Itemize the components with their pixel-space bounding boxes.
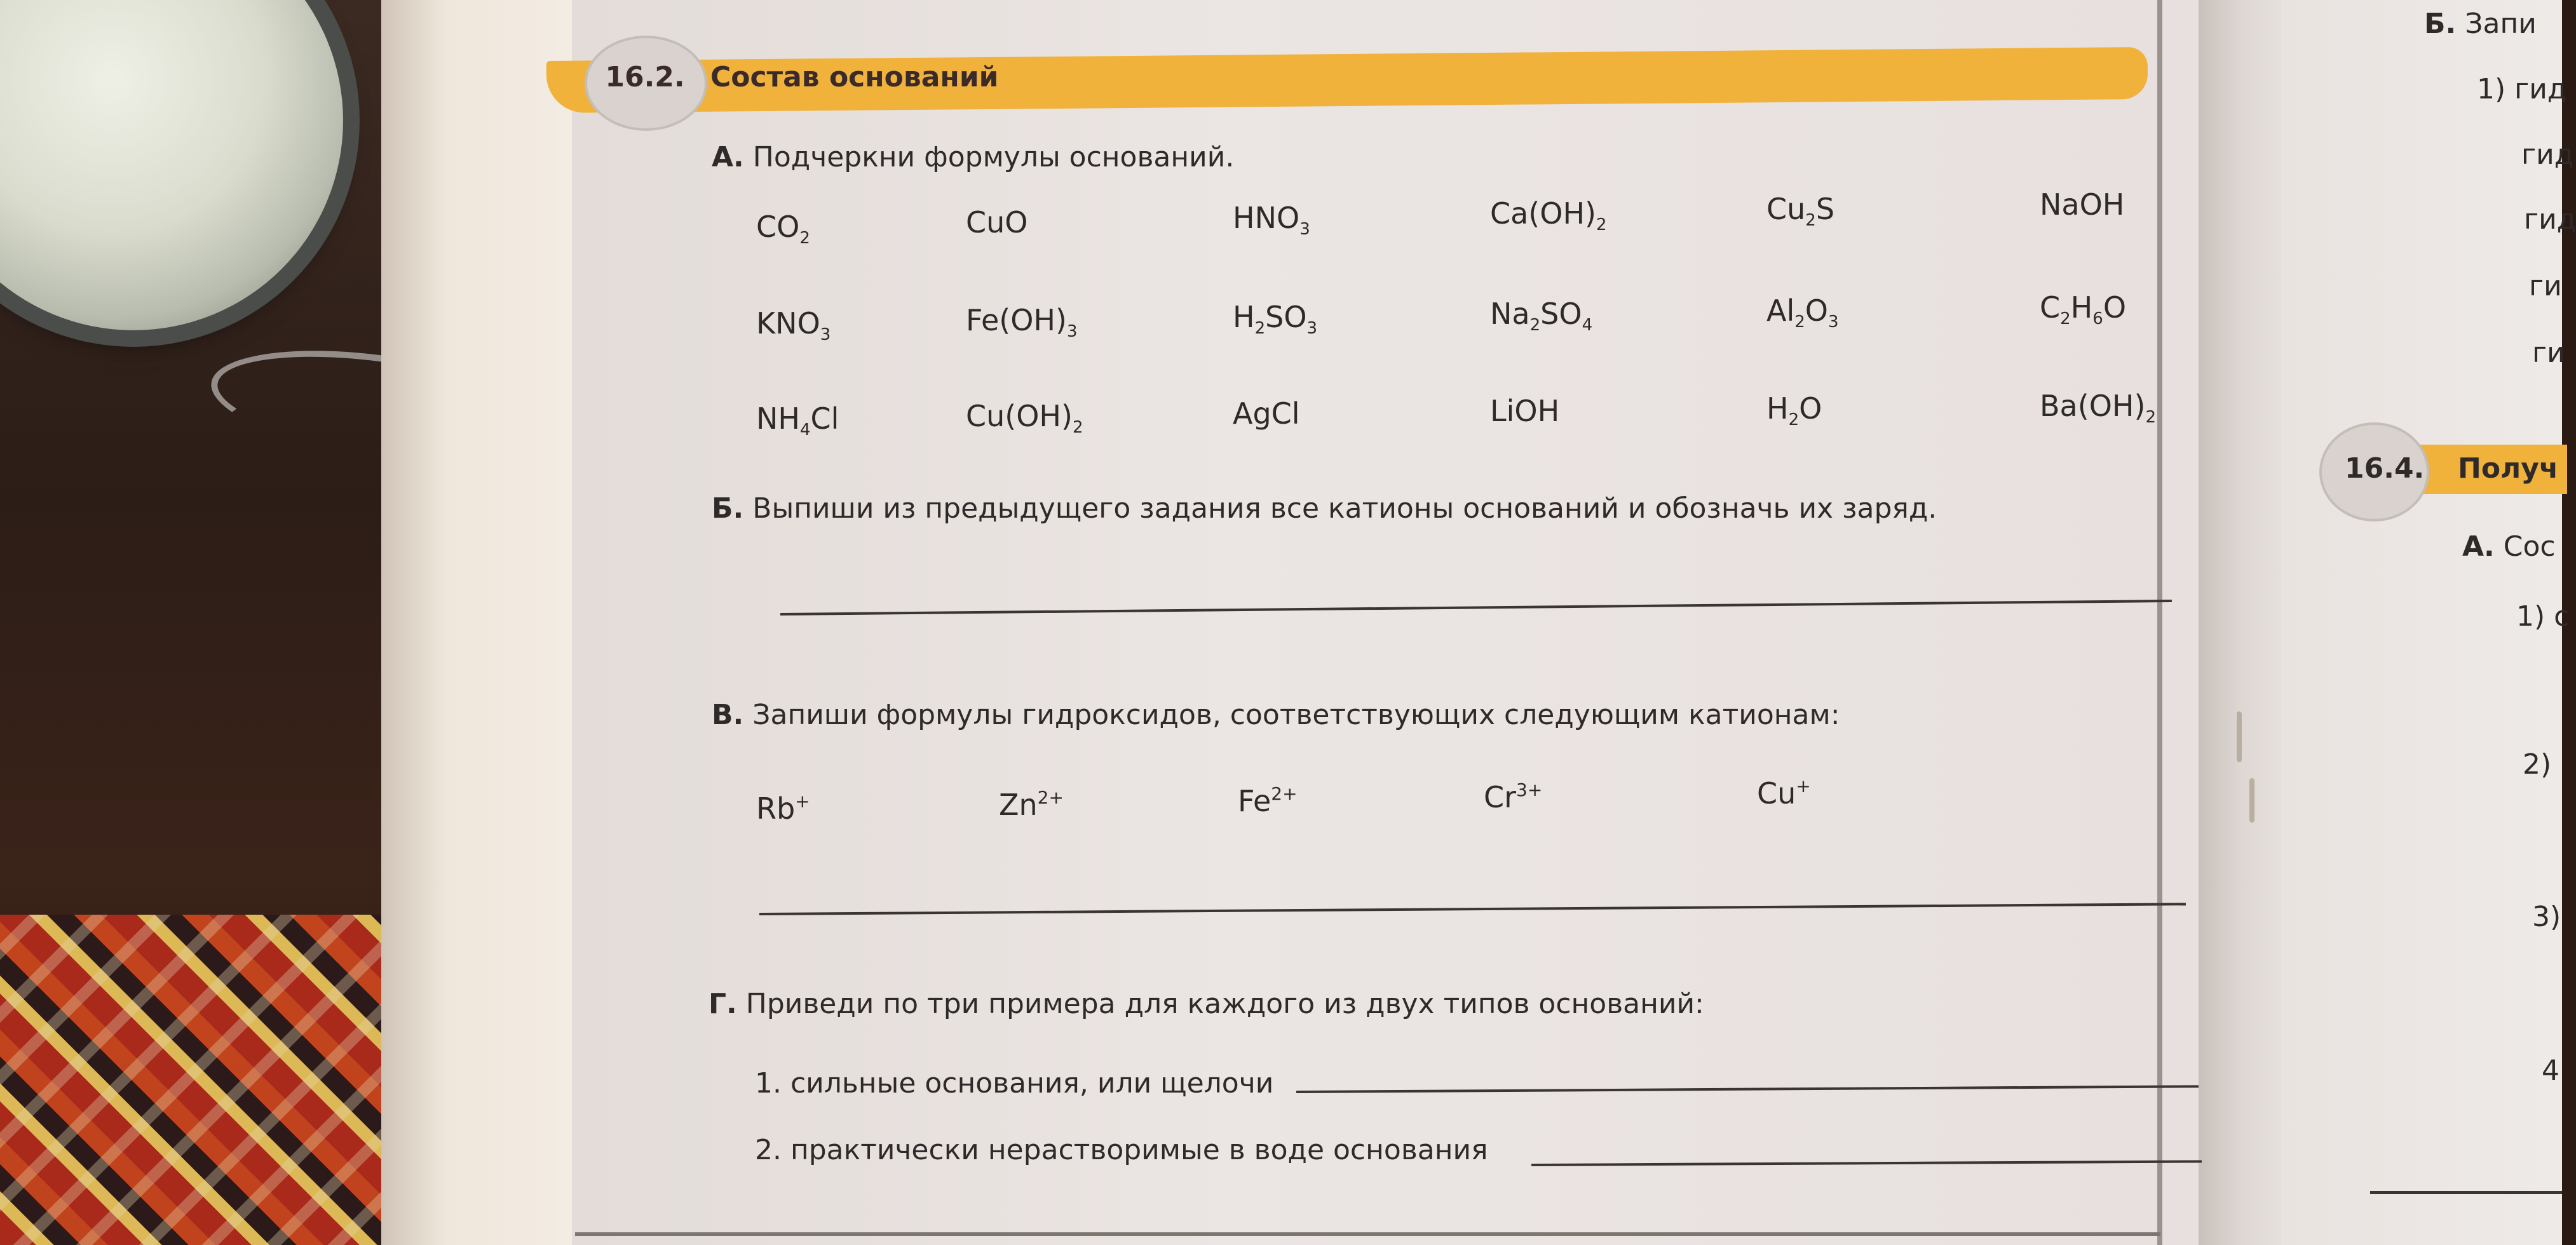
- cation-item: [1484, 779, 1542, 814]
- formula-item[interactable]: $H_2O$: [1766, 391, 1822, 429]
- cation-item: [1238, 783, 1298, 818]
- formula-item[interactable]: $Ca(OH)_2$: [1490, 196, 1607, 234]
- cation-charge: 2+: [1037, 787, 1064, 808]
- cation-symbol: Cr: [1484, 780, 1517, 814]
- task-g-item-2: 2. практически нерастворимые в воде основания: [755, 1134, 1488, 1166]
- task-v-text: Запиши формулы гидроксидов, соответствующих следующим катионам:: [752, 699, 1840, 731]
- facing-line-1: 1) гид: [2477, 73, 2567, 105]
- formula-item[interactable]: AgCl: [1233, 396, 1300, 431]
- formula-item[interactable]: $C_2H_6O$: [2040, 290, 2127, 328]
- task-a-label: А.: [712, 141, 744, 173]
- book-page-edge: [381, 0, 597, 1245]
- facing-item-3: 3): [2532, 901, 2561, 933]
- task-g-label: Г.: [708, 988, 737, 1020]
- facing-task-b-label: Б.: [2424, 8, 2457, 40]
- formula-item[interactable]: $H_2SO_3$: [1233, 300, 1318, 338]
- section-number: 16.2.: [605, 61, 685, 93]
- formula-item[interactable]: $NH_4Cl$: [756, 401, 839, 440]
- facing-task-a-text: Сос: [2503, 530, 2556, 563]
- facing-item-1: 1) с: [2516, 600, 2570, 633]
- formula-item[interactable]: $Al_2O_3$: [1766, 293, 1839, 332]
- facing-line-5: ги: [2532, 337, 2565, 369]
- formula-item[interactable]: NaOH: [2040, 187, 2125, 222]
- page-border: [2157, 0, 2162, 1245]
- formula-item[interactable]: $CO_2$: [756, 210, 810, 248]
- cation-charge: +: [795, 791, 810, 812]
- cation-item: [756, 791, 810, 826]
- task-v-instruction: [712, 699, 1840, 731]
- facing-line-2: гид: [2521, 138, 2574, 171]
- page-bottom-rule: [575, 1232, 2160, 1236]
- facing-line-4: ги: [2529, 270, 2562, 302]
- cation-item: [1757, 776, 1811, 811]
- cation-symbol: Fe: [1238, 784, 1271, 818]
- task-v-label: В.: [712, 699, 744, 731]
- facing-line-3: гид: [2524, 203, 2576, 236]
- formula-item[interactable]: CuO: [966, 205, 1028, 239]
- formula-item[interactable]: $Na_2SO_4$: [1490, 297, 1593, 335]
- task-g-text: Приведи по три примера для каждого из двух типов оснований:: [745, 988, 1704, 1020]
- formula-item[interactable]: $KNO_3$: [756, 306, 831, 344]
- facing-page-bottom-rule: [2370, 1191, 2562, 1194]
- staple: [2237, 711, 2242, 762]
- staple: [2249, 778, 2254, 823]
- facing-task-a: [2462, 530, 2556, 563]
- formula-item[interactable]: $Ba(OH)_2$: [2040, 389, 2156, 427]
- formula-item[interactable]: LiOH: [1490, 394, 1560, 428]
- task-b-text: Выпиши из предыдущего задания все катионы оснований и обозначь их заряд.: [752, 492, 1937, 525]
- facing-task-b: [2424, 8, 2537, 40]
- facing-item-2: 2): [2523, 748, 2552, 781]
- facing-task-a-label: А.: [2462, 530, 2495, 563]
- task-a-instruction: [712, 141, 1234, 173]
- carpet-pattern: [0, 915, 407, 1245]
- cation-item: [999, 787, 1064, 822]
- formula-item[interactable]: $Fe(OH)_3$: [966, 303, 1078, 341]
- facing-task-b-text: Запи: [2465, 8, 2537, 40]
- book-gutter: [2199, 0, 2281, 1245]
- formula-item[interactable]: $Cu_2S$: [1766, 192, 1835, 230]
- task-a-text: Подчеркни формулы оснований.: [752, 141, 1235, 173]
- facing-section-number: 16.4.: [2345, 452, 2425, 485]
- cation-charge: 2+: [1271, 783, 1298, 804]
- task-b-instruction: [712, 492, 1937, 525]
- section-title: Состав оснований: [710, 61, 999, 93]
- cation-symbol: Cu: [1757, 776, 1796, 811]
- formula-item[interactable]: $HNO_3$: [1233, 201, 1310, 239]
- task-b-label: Б.: [712, 492, 744, 525]
- cation-symbol: Rb: [756, 791, 796, 826]
- formula-item[interactable]: $Cu(OH)_2$: [966, 399, 1083, 437]
- facing-item-4: 4: [2542, 1054, 2559, 1087]
- cation-symbol: Zn: [999, 788, 1038, 822]
- task-g-item-1: 1. сильные основания, или щелочи: [755, 1067, 1274, 1100]
- facing-section-title: Получ: [2458, 452, 2559, 485]
- workbook-page: [572, 0, 2199, 1245]
- task-g-instruction: [708, 988, 1704, 1020]
- cation-charge: +: [1796, 776, 1811, 797]
- cation-charge: 3+: [1516, 779, 1543, 800]
